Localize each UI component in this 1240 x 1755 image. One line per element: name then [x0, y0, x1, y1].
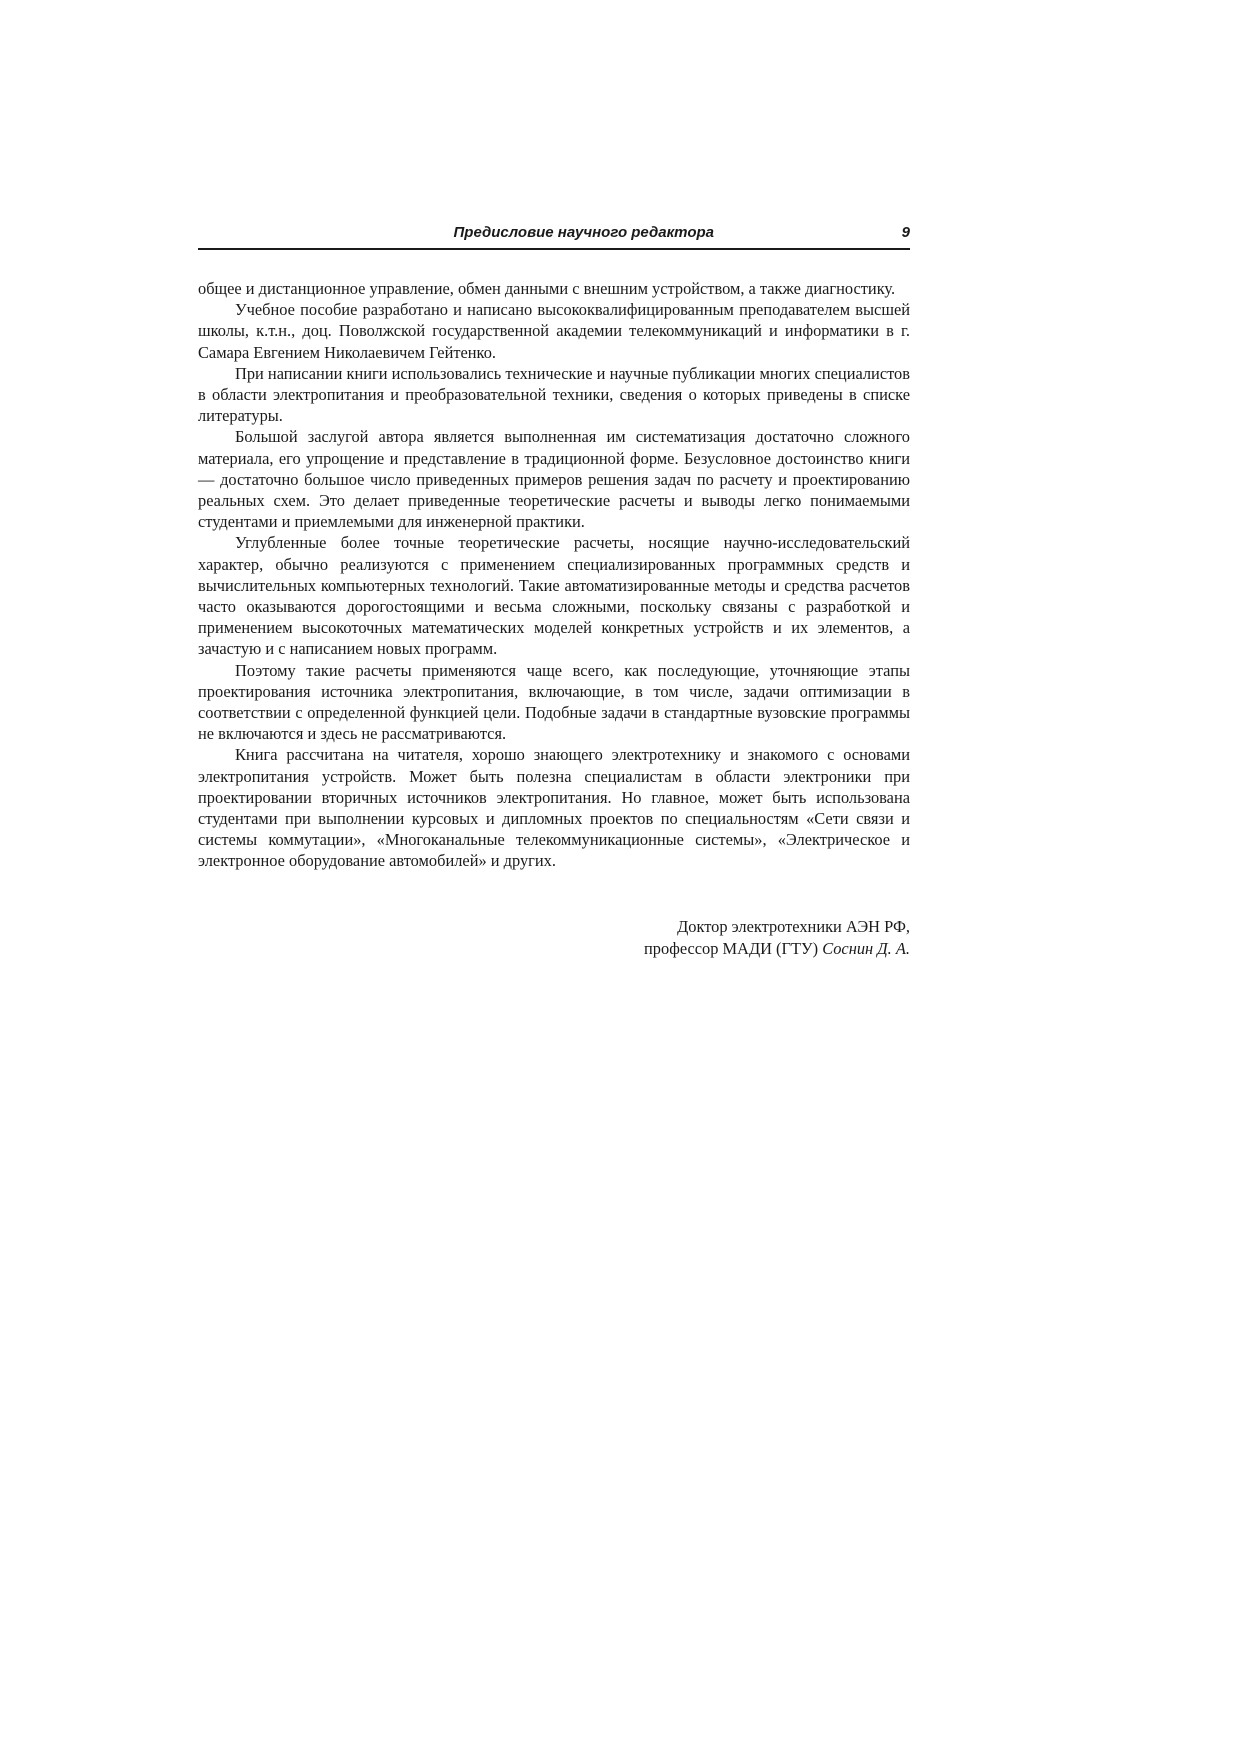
body-text [198, 278, 910, 872]
paragraph: При написании книги использовались технические и научные публикации многих специалистов в области электропитания и преобразовательной техники, сведения о которых приведены в списке литературы. [198, 363, 910, 426]
running-header [198, 222, 910, 250]
paragraph: Углубленные более точные теоретические расчеты, носящие научно-исследовательский характер, обычно реализуются с применением специализированных программных средств и вычислительных компьютерных технологий. Такие автоматизированные методы и средства расчетов часто оказываются дорогостоящими и весьма сложными, поскольку связаны с разработкой и применением высокоточных математических моделей конкретных устройств и их элементов, а зачастую и с написанием новых программ. [198, 533, 910, 659]
paragraph: Поэтому такие расчеты применяются чаще всего, как последующие, уточняющие этапы проектирования источника электропитания, включающие, в том числе, задачи оптимизации в соответствии с определенной функцией цели. Подобные задачи в стандартные вузовские программы не включаются и здесь не рассматриваются. [198, 660, 910, 744]
signature-position: профессор МАДИ (ГТУ) [644, 938, 819, 958]
paragraph: Учебное пособие разработано и написано высококвалифицированным преподавателем высшей школы, к.т.н., доц. Поволжской государственной академии телекоммуникаций и информатики в г. Самара Евгением Николаевичем Гейтенко. [198, 300, 910, 362]
signature-block [198, 916, 910, 960]
page-number: 9 [901, 224, 910, 241]
signature-affiliation [198, 938, 910, 960]
signature-name: Соснин Д. А. [822, 938, 910, 958]
document-page [198, 222, 910, 960]
paragraph: Большой заслугой автора является выполненная им систематизация достаточно сложного материала, его упрощение и представление в традиционной форме. Безусловное достоинство книги — достаточно большое число приведенных примеров решения задач по расчету и проектированию реальных схем. Это делает приведенные теоретические расчеты и выводы легко понимаемыми студентами и приемлемыми для инженерной практики. [198, 427, 910, 532]
signature-title: Доктор электротехники АЭН РФ, [677, 916, 910, 936]
paragraph: общее и дистанционное управление, обмен данными с внешним устройством, а также диагностику. [198, 279, 896, 298]
paragraph: Книга рассчитана на читателя, хорошо знающего электротехнику и знакомого с основами электропитания устройств. Может быть полезна специалистам в области электроники при проектировании вторичных источников электропитания. Но главное, может быть использована студентами при выполнении курсовых и дипломных проектов по специальностям «Сети связи и системы коммутации», «Многоканальные телекоммуникационные системы», «Электрическое и электронное оборудование автомобилей» и других. [198, 745, 910, 871]
running-header-title: Предисловие научного редактора [453, 224, 714, 241]
